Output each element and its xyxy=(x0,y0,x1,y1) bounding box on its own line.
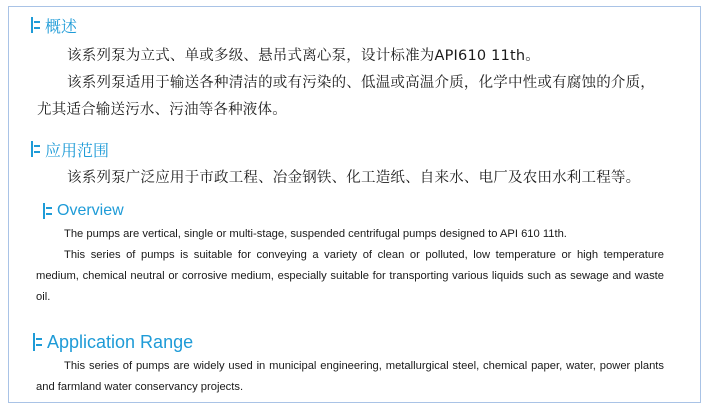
double-bar-marker-icon xyxy=(33,333,43,351)
application-zh-heading xyxy=(31,137,700,161)
overview-zh-heading xyxy=(31,13,700,37)
overview-en-paragraph-2: This series of pumps is suitable for conveying a variety of clean or polluted, low temperature or high temperature medium, chemical neutral or corrosive medium, especially suitable for transporting various liquids such as sewage and waste oil. xyxy=(36,249,664,303)
overview-zh-title: 概述 xyxy=(45,16,78,36)
application-en-title: Application Range xyxy=(47,331,194,352)
overview-zh-section xyxy=(9,13,700,124)
overview-en-section xyxy=(9,199,700,308)
content-frame xyxy=(8,6,701,403)
overview-en-heading xyxy=(43,199,700,223)
application-zh-title: 应用范围 xyxy=(45,140,110,160)
double-bar-marker-icon xyxy=(31,17,41,33)
overview-en-body xyxy=(36,224,664,308)
application-zh-paragraph-1: 该系列泵广泛应用于市政工程、冶金钢铁、化工造纸、自来水、电厂及农田水利工程等。 xyxy=(67,170,641,186)
overview-zh-paragraph-3: 尤其适合输送污水、污油等各种液体。 xyxy=(37,102,287,118)
application-en-paragraph-1: This series of pumps are widely used in municipal engineering, metallurgical steel, chemical paper, water, power plants and farmland water conservancy projects. xyxy=(36,360,664,393)
overview-en-paragraph-1: The pumps are vertical, single or multi-stage, suspended centrifugal pumps designed to API 610 11th. xyxy=(64,228,567,240)
overview-en-title: Overview xyxy=(57,202,124,219)
double-bar-marker-icon xyxy=(43,203,53,219)
overview-zh-body xyxy=(37,43,676,124)
application-en-heading xyxy=(33,329,700,355)
overview-zh-paragraph-2: 该系列泵适用于输送各种清洁的或有污染的、低温或高温介质，化学中性或有腐蚀的介质， xyxy=(67,75,655,91)
application-en-section xyxy=(9,329,700,398)
double-bar-marker-icon xyxy=(31,141,41,157)
application-zh-section xyxy=(9,137,700,192)
application-zh-body xyxy=(37,165,676,192)
overview-zh-paragraph-1: 该系列泵为立式、单或多级、悬吊式离心泵，设计标准为API610 11th。 xyxy=(67,48,540,64)
application-en-body xyxy=(36,356,664,398)
